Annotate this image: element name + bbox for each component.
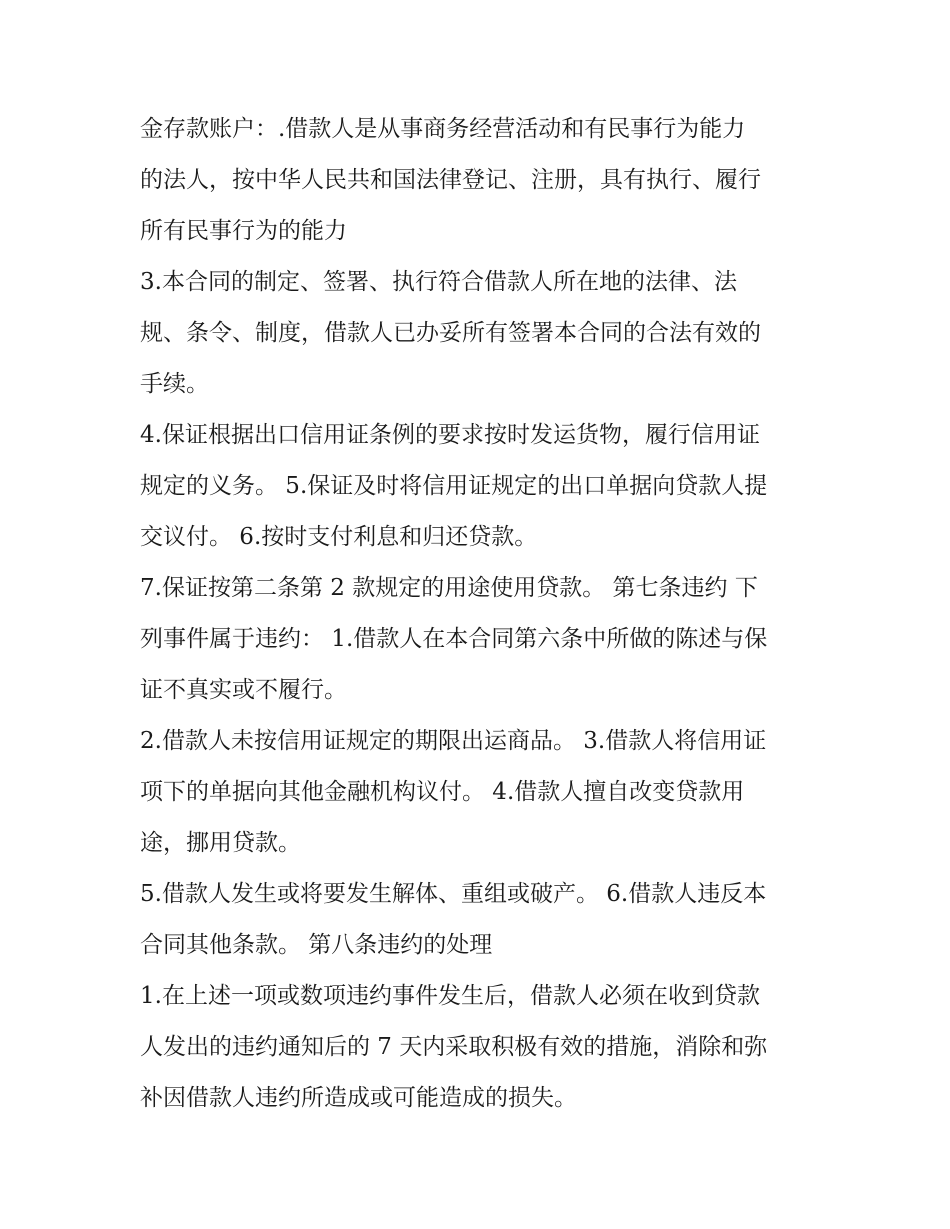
text-line: 证不真实或不履行。 [140,677,347,703]
text-line: 2.借款人未按信用证规定的期限出运商品。 3.借款人将信用证 [140,728,767,754]
text-line: 人发出的违约通知后的 7 天内采取积极有效的措施，消除和弥 [140,1034,768,1060]
text-line: 4.保证根据出口信用证条例的要求按时发运货物，履行信用证 [140,422,760,448]
text-line: 手续。 [140,371,209,397]
text-line: 所有民事行为的能力 [140,218,347,244]
text-line: 的法人，按中华人民共和国法律登记、注册，具有执行、履行 [140,167,761,193]
text-line: 5.借款人发生或将要发生解体、重组或破产。 6.借款人违反本 [140,881,767,907]
text-line: 1.在上述一项或数项违约事件发生后，借款人必须在收到贷款 [140,983,760,1009]
text-line: 途，挪用贷款。 [140,830,301,856]
text-line: 金存款账户：.借款人是从事商务经营活动和有民事行为能力 [140,116,746,142]
text-line: 3.本合同的制定、签署、执行符合借款人所在地的法律、法 [140,269,737,295]
contract-text-body [140,104,820,1124]
text-line: 交议付。 6.按时支付利息和归还贷款。 [140,524,538,550]
text-line: 规定的义务。 5.保证及时将信用证规定的出口单据向贷款人提 [140,473,768,499]
text-line: 列事件属于违约： 1.借款人在本合同第六条中所做的陈述与保 [140,626,768,652]
text-line: 规、条令、制度，借款人已办妥所有签署本合同的合法有效的 [140,320,761,346]
text-line: 项下的单据向其他金融机构议付。 4.借款人擅自改变贷款用 [140,779,745,805]
text-line: 补因借款人违约所造成或可能造成的损失。 [140,1085,577,1111]
text-line: 合同其他条款。 第八条违约的处理 [140,932,493,958]
text-line: 7.保证按第二条第 2 款规定的用途使用贷款。 第七条违约 下 [140,575,758,601]
